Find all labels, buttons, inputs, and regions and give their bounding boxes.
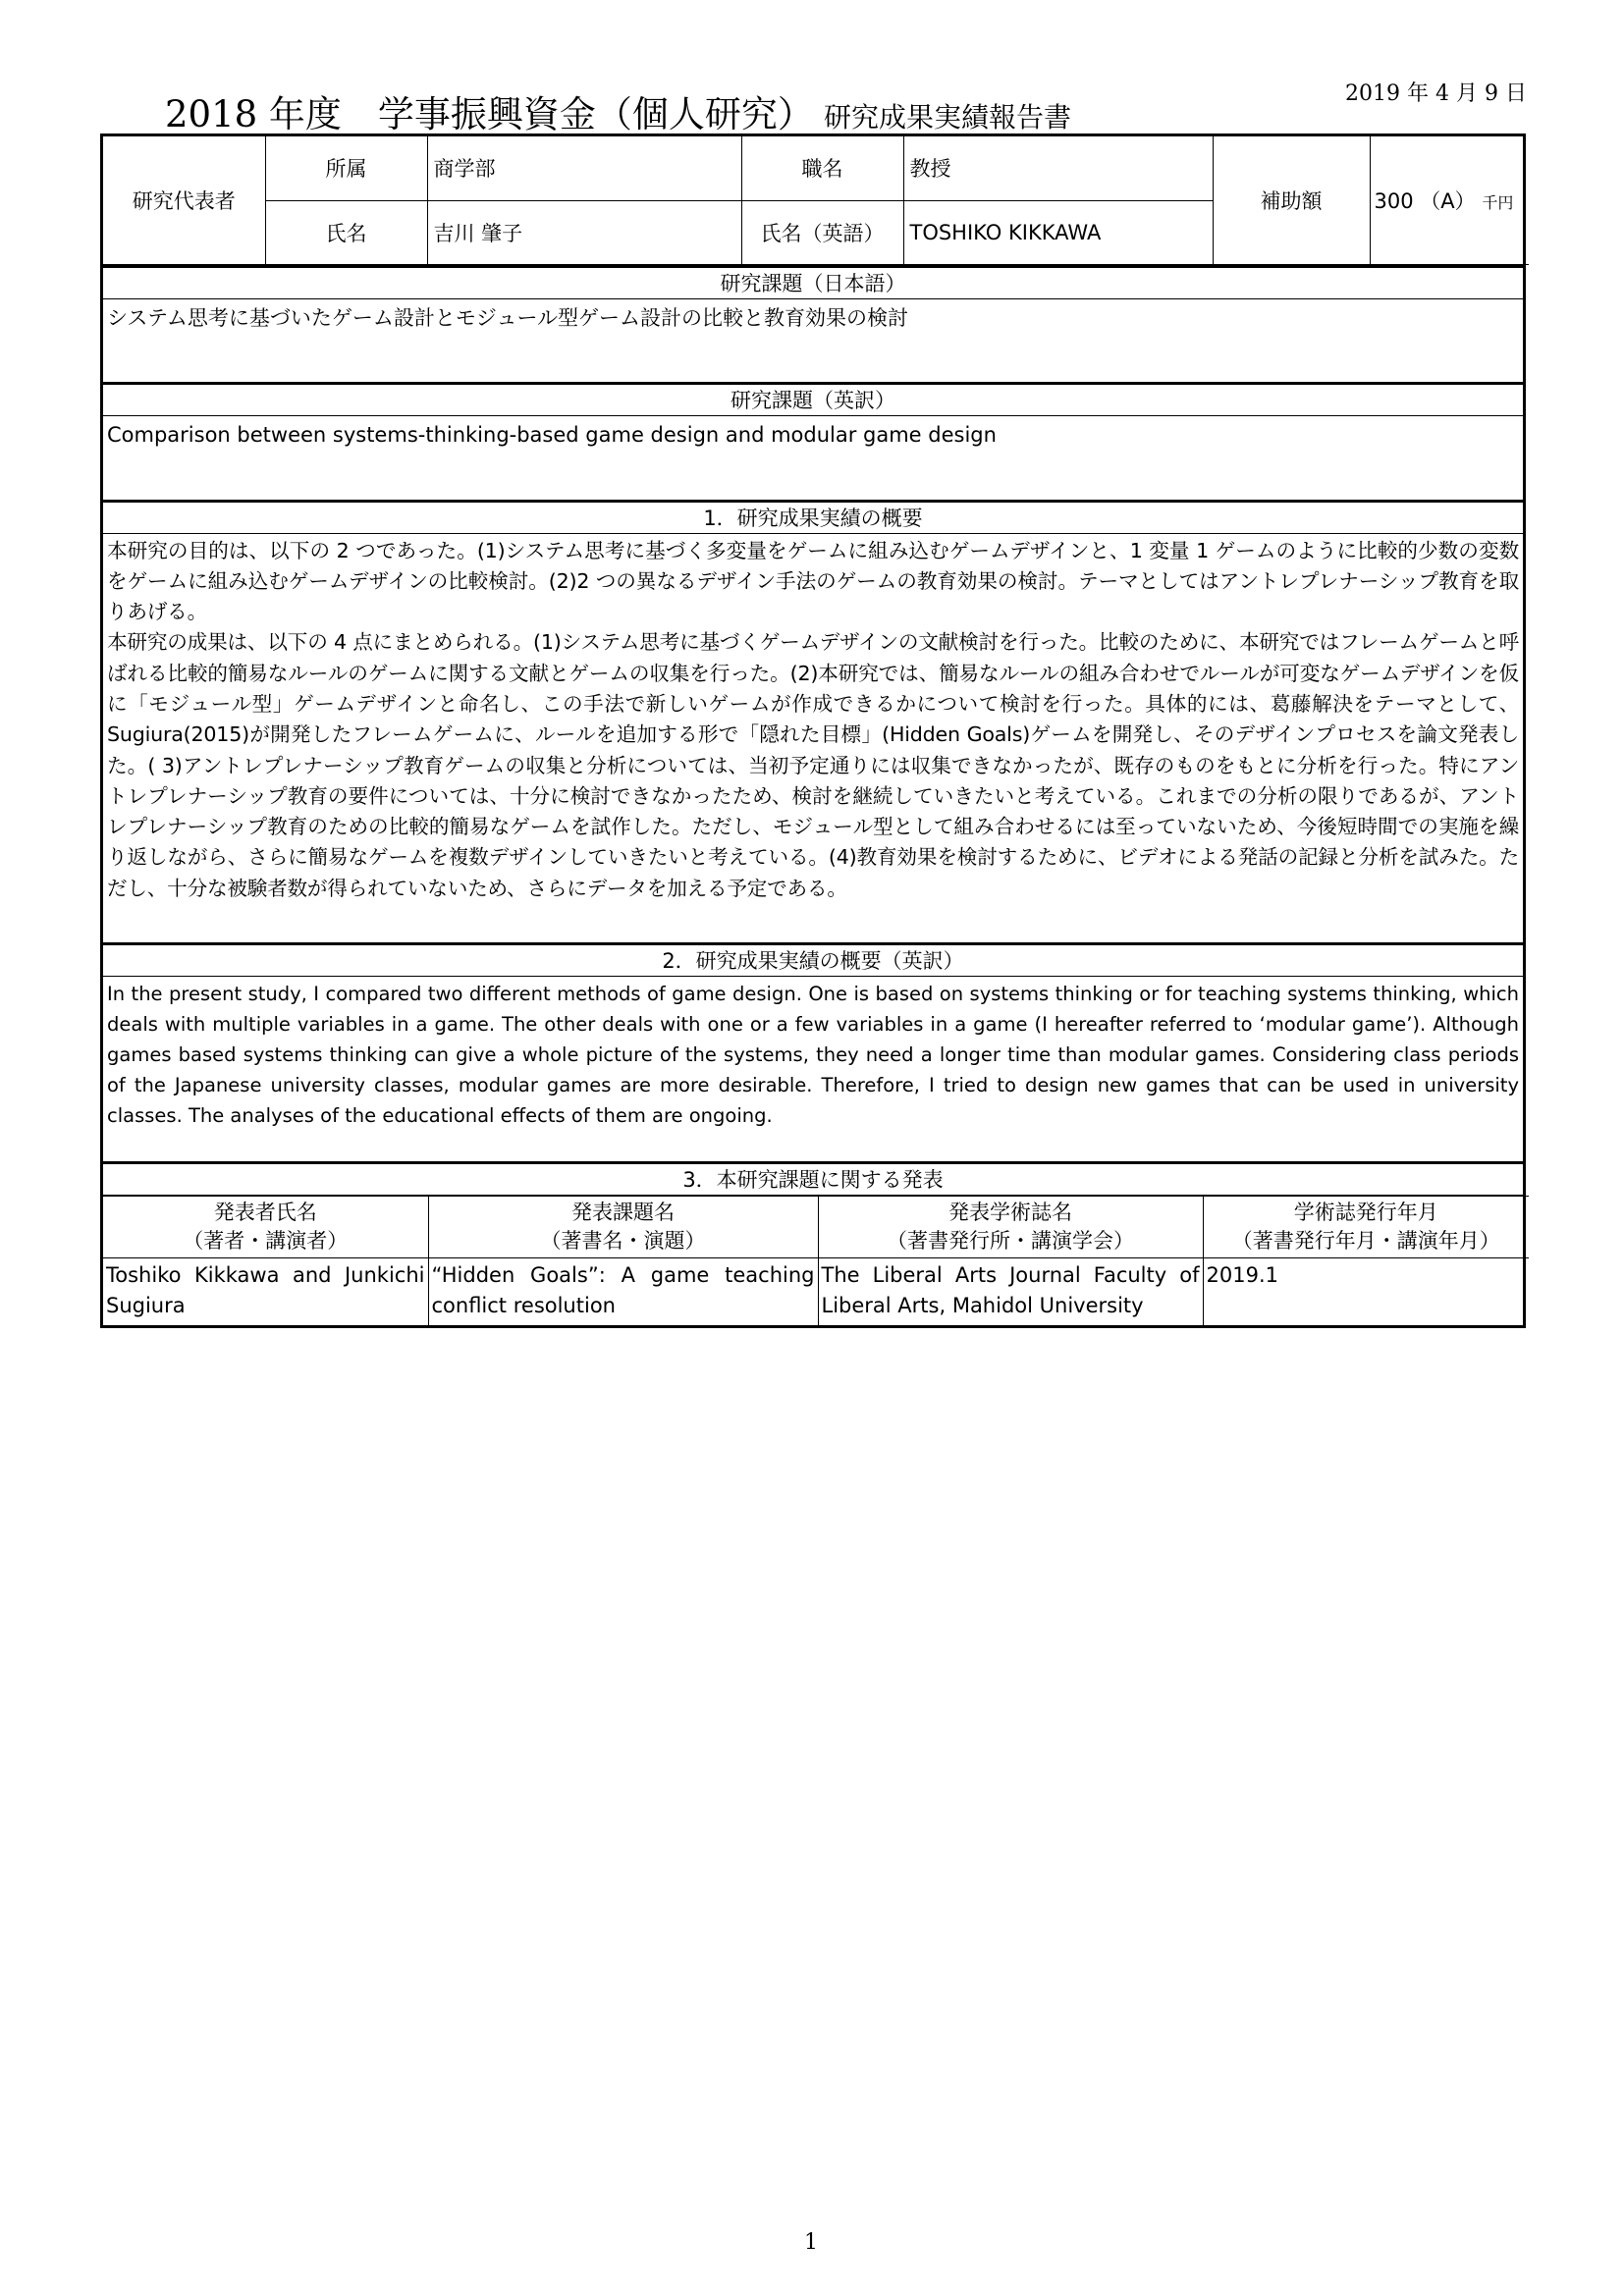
col-header-line: （著書発行年月・講演年月） (1231, 1228, 1500, 1253)
col-header-line: 発表課題名 (571, 1200, 675, 1224)
topic-jp-text: システム思考に基づいたゲーム設計とモジュール型ゲーム設計の比較と教育効果の検討 (103, 299, 1523, 385)
pub-authors: Toshiko Kikkawa and Junkichi Sugiura (103, 1257, 428, 1325)
col-header-line: 発表学術誌名 (948, 1200, 1072, 1224)
grant-value: 300 （A） (1374, 188, 1476, 213)
summary-jp-paragraph: 本研究の成果は、以下の 4 点にまとめられる。(1)システム思考に基づくゲームデザインの文献検討を行った。比較のために、本研究ではフレームゲームと呼ばれる比較的簡易なルールのゲームに関する文献とゲームの収集を行った。(2)本研究では、簡易なルールの組み合わせでルールが可変なゲームデザインを仮に「モジュール型」ゲームデザインと命名し、この手法で新しいゲームが作成できるかについて検討を行った。具体的には、葛藤解決をテーマとして、Sugiura(2015)が開発したフレームゲームに、ルールを追加する形で「隠れた目標」(Hidden Goals)ゲームを開発し、そのデザインプロセスを論文発表した。( 3)アントレプレナーシップ教育ゲームの収集と分析については、当初予定通りには収集できなかったが、既存のものをもとに分析を行った。特にアントレプレナーシップ教育の要件については、十分に検討できなかったため、検討を継続していきたいと考えている。これまでの分析の限りであるが、アントレプレナーシップ教育のための比較的簡易なゲームを試作した。ただし、モジュール型として組み合わせるには至っていないため、今後短時間での実施を繰り返しながら、さらに簡易なゲームを複数デザインしていきたいと考えている。(4)教育効果を検討するために、ビデオによる発話の記録と分析を試みた。ただし、十分な被験者数が得られていないため、さらにデータを加える予定である。 (107, 630, 1519, 900)
name-label: 氏名 (265, 200, 427, 264)
topic-en-heading: 研究課題（英訳） (103, 385, 1523, 416)
summary-jp-paragraph: 本研究の目的は、以下の 2 つであった。(1)システム思考に基づく多変量をゲームに組み込むゲームデザインと、1 変量 1 ゲームのように比較的少数の変数をゲームに組み込むゲームデザインの比較検討。(2)2 つの異なるデザイン手法のゲームの教育効果の検討。テーマとしてはアントレプレナーシップ教育を取りあげる。 (107, 538, 1519, 624)
summary-en-heading: 2．研究成果実績の概要（英訳） (103, 945, 1523, 977)
topic-jp-heading: 研究課題（日本語） (103, 268, 1523, 299)
col-header-line: （著者・講演者） (183, 1228, 349, 1253)
col-header-line: （著書名・演題） (540, 1228, 706, 1253)
page-number: 1 (804, 2230, 818, 2255)
grant-cell (1370, 136, 1529, 264)
affiliation-value: 商学部 (427, 136, 741, 200)
title-main: 2018 年度 学事振興資金（個人研究） (165, 93, 814, 135)
name-en-value: TOSHIKO KIKKAWA (903, 200, 1213, 264)
title-sub: 研究成果実績報告書 (823, 101, 1071, 133)
summary-jp-body (103, 534, 1523, 945)
table-row (103, 1257, 1529, 1325)
pub-journal: The Liberal Arts Journal Faculty of Liberal Arts, Mahidol University (818, 1257, 1203, 1325)
col-header-line: （著書発行所・講演学会） (887, 1228, 1134, 1253)
summary-jp-heading: 1．研究成果実績の概要 (103, 503, 1523, 534)
name-en-label: 氏名（英語） (741, 200, 903, 264)
report-form (100, 133, 1526, 1328)
publications-table (103, 1196, 1529, 1325)
report-date: 2019 年 4 月 9 日 (1345, 81, 1527, 106)
affiliation-label: 所属 (265, 136, 427, 200)
summary-en-text: In the present study, I compared two different methods of game design. One is based on systems thinking or for teaching systems thinking, which deals with multiple variables in a game. The other deals with one or a few variables in a game (I hereafter referred to ‘modular game’). Although games based systems thinking can give a whole picture of the systems, they need a longer time than modular games. Considering class periods of the Japanese university classes, modular games are more desirable. Therefore, I tried to design new games that can be used in university classes. The analyses of the educational effects of them are ongoing. (107, 982, 1519, 1127)
rep-label: 研究代表者 (103, 136, 265, 264)
col-header-line: 発表者氏名 (213, 1200, 317, 1224)
document-title (165, 84, 1071, 137)
summary-en-body (103, 977, 1523, 1164)
col-title-header (428, 1196, 818, 1257)
name-value: 吉川 肇子 (427, 200, 741, 264)
topic-en-text: Comparison between systems-thinking-based game design and modular game design (103, 416, 1523, 503)
col-header-line: 学術誌発行年月 (1293, 1200, 1438, 1224)
pub-date: 2019.1 (1203, 1257, 1529, 1325)
col-authors-header (103, 1196, 428, 1257)
grant-unit: 千円 (1482, 192, 1514, 212)
col-journal-header (818, 1196, 1203, 1257)
grant-label: 補助額 (1213, 136, 1370, 264)
pub-title: “Hidden Goals”: A game teaching conflict resolution (428, 1257, 818, 1325)
col-date-header (1203, 1196, 1529, 1257)
publications-heading: 3．本研究課題に関する発表 (103, 1164, 1523, 1196)
publications-header-row (103, 1196, 1529, 1257)
applicant-table (103, 136, 1529, 265)
position-value: 教授 (903, 136, 1213, 200)
position-label: 職名 (741, 136, 903, 200)
